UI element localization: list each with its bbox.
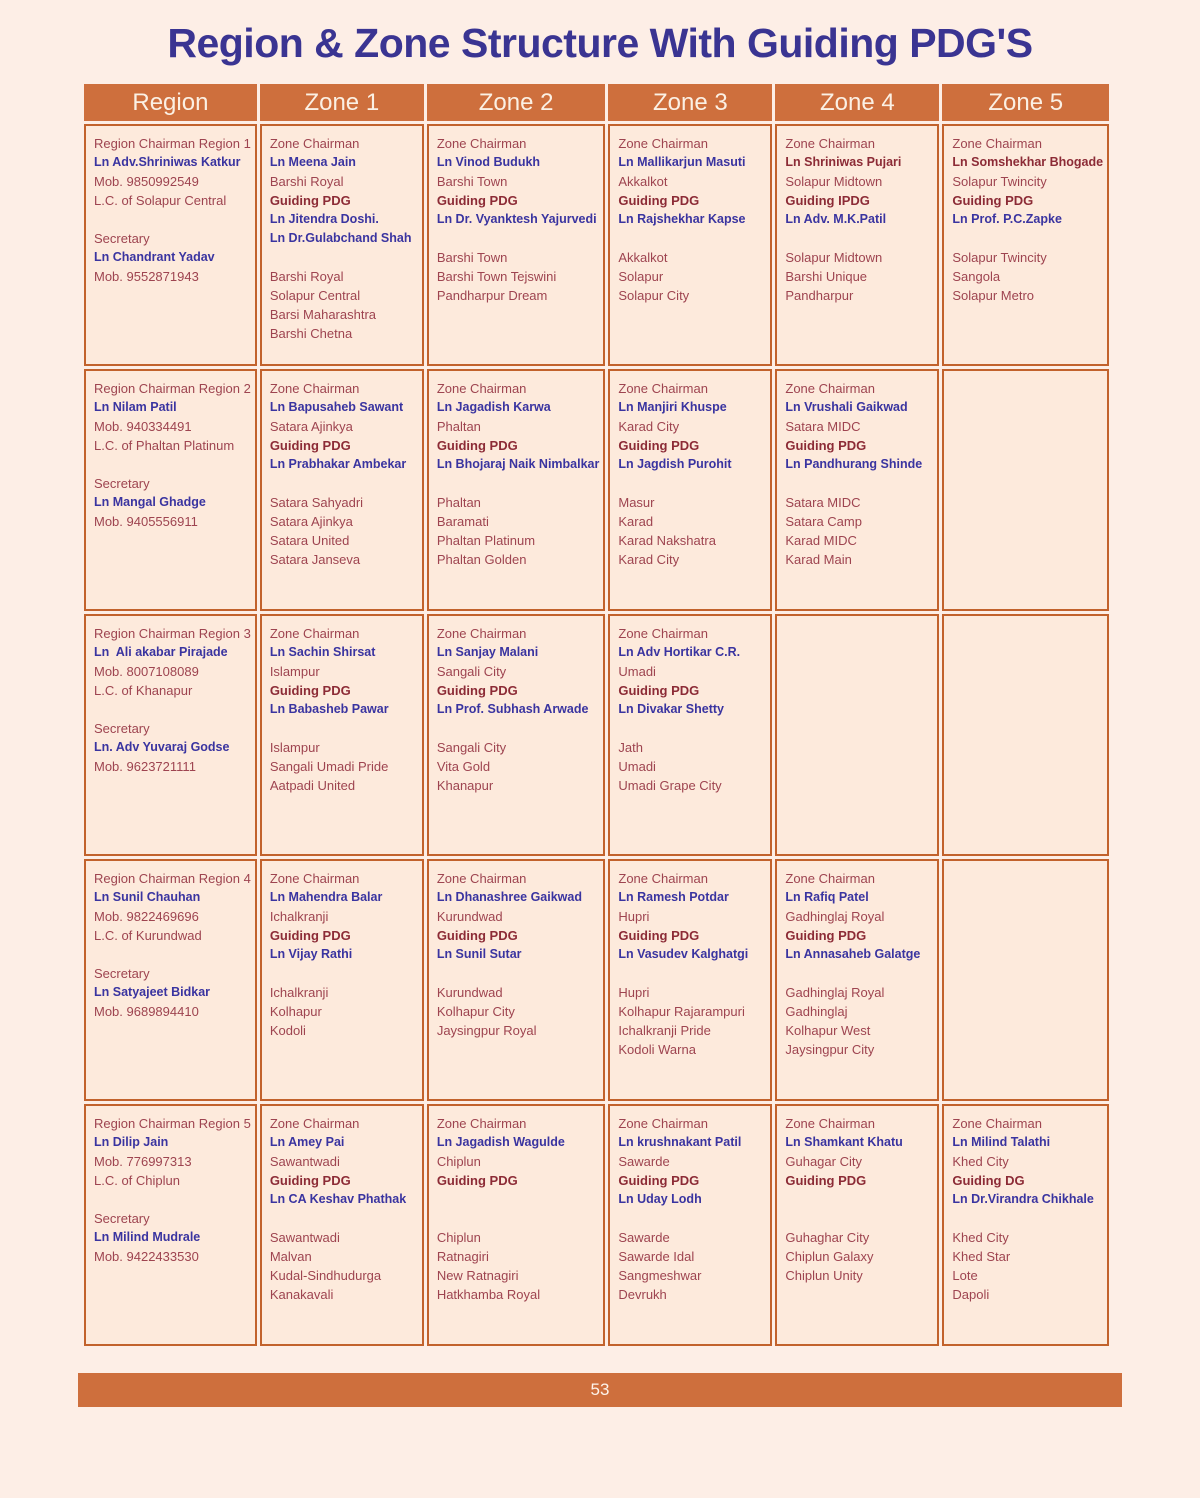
region-cell	[84, 859, 257, 1101]
cell-line: Sawarde	[618, 1154, 670, 1169]
cell-line: Ln CA Keshav Phathak	[269, 1192, 407, 1206]
cell-line: Gadhinglaj Royal	[785, 985, 885, 1000]
zone-cell	[775, 859, 939, 1101]
region-row-4	[84, 859, 1109, 1101]
cell-line: Ln Divakar Shetty	[618, 702, 724, 716]
cell-line: Kudal-Sindhudurga	[269, 1268, 382, 1283]
blank-line	[785, 964, 933, 983]
cell-line: Ln Adv. M.K.Patil	[785, 212, 887, 226]
cell-line: Akkalkot	[618, 174, 668, 189]
cell-line: Zone Chairman	[618, 626, 708, 641]
region-cell	[84, 124, 257, 366]
cell-line: Ln Shamkant Khatu	[785, 1135, 903, 1149]
cell-line: Kurundwad	[436, 985, 503, 1000]
cell-line: Barshi Town	[436, 250, 508, 265]
cell-line: Ln Bhojaraj Naik Nimbalkar	[436, 457, 600, 471]
blank-line	[437, 964, 600, 983]
cell-line: Zone Chairman	[269, 136, 360, 151]
zone-cell	[942, 1104, 1109, 1346]
cell-line: Sangali City	[436, 664, 507, 679]
blank-line	[437, 719, 600, 738]
cell-line: Mob. 9422433530	[94, 1249, 199, 1264]
cell-line: Kodoli Warna	[618, 1042, 696, 1057]
zone-cell	[775, 1104, 939, 1346]
cell-line: Ln Jagadish Wagulde	[436, 1135, 565, 1149]
blank-line	[618, 719, 766, 738]
blank-line	[94, 700, 251, 719]
blank-line	[437, 229, 600, 248]
cell-line: Ln Uday Lodh	[618, 1192, 702, 1206]
region-zone-table-wrap	[81, 81, 1200, 1349]
cell-line: Sawarde	[618, 1230, 670, 1245]
cell-line: Ln Adv.Shriniwas Katkur	[94, 155, 241, 169]
cell-line: Ln Prof. Subhash Arwade	[436, 702, 589, 716]
cell-line: Akkalkot	[618, 250, 668, 265]
blank-line	[437, 1209, 600, 1228]
cell-line: Barshi Town	[436, 174, 508, 189]
cell-line: Ln Annasaheb Galatge	[785, 947, 921, 961]
cell-line: Mob. 9822469696	[94, 909, 199, 924]
cell-line: Kurundwad	[436, 909, 503, 924]
cell-line: Ln Dilip Jain	[94, 1135, 169, 1149]
cell-line: Satara Janseva	[269, 552, 361, 567]
cell-line: Solapur Central	[269, 288, 361, 303]
column-header-zone-5: Zone 5	[942, 84, 1109, 121]
zone-cell	[427, 859, 606, 1101]
cell-line: Guiding DG	[952, 1173, 1025, 1188]
cell-line: Karad	[618, 514, 654, 529]
blank-line	[785, 1209, 933, 1228]
blank-line	[618, 229, 766, 248]
blank-line	[270, 248, 418, 267]
cell-line: Mob. 9552871943	[94, 269, 199, 284]
cell-line: Ichalkranji	[269, 909, 329, 924]
cell-line: Region Chairman Region 4	[94, 871, 251, 886]
cell-line: Satara MIDC	[785, 419, 861, 434]
cell-line: Jaysingpur Royal	[436, 1023, 537, 1038]
cell-line: Guiding PDG	[269, 683, 351, 698]
cell-line: Solapur Twincity	[952, 250, 1047, 265]
column-header-zone-3: Zone 3	[608, 84, 772, 121]
blank-line	[437, 474, 600, 493]
region-cell	[84, 369, 257, 611]
cell-line: Gadhinglaj	[785, 1004, 848, 1019]
cell-line: Zone Chairman	[618, 136, 708, 151]
cell-line: Ln Vasudev Kalghatgi	[618, 947, 749, 961]
cell-line: Guiding PDG	[436, 683, 518, 698]
cell-line: Guiding PDG	[436, 193, 518, 208]
cell-line: Zone Chairman	[785, 136, 875, 151]
cell-line: Guiding PDG	[785, 438, 867, 453]
cell-line: Satara Camp	[785, 514, 862, 529]
blank-line	[94, 455, 251, 474]
blank-line	[94, 945, 251, 964]
cell-line: Ln Ramesh Potdar	[618, 890, 729, 904]
zone-cell	[608, 614, 772, 856]
blank-line	[785, 229, 933, 248]
cell-line: Guiding PDG	[269, 928, 351, 943]
cell-line: Umadi Grape City	[618, 778, 722, 793]
cell-line: Ln Jagadish Karwa	[436, 400, 551, 414]
cell-line: Kolhapur Rajarampuri	[618, 1004, 745, 1019]
cell-line: Guiding PDG	[785, 1173, 867, 1188]
cell-line: Guiding PDG	[618, 683, 700, 698]
cell-line: Satara Ajinkya	[269, 419, 353, 434]
zone-cell	[608, 1104, 772, 1346]
cell-line: Sangali Umadi Pride	[269, 759, 389, 774]
cell-line: Chiplun Galaxy	[785, 1249, 874, 1264]
region-row-2	[84, 369, 1109, 611]
cell-line: Ln Dr.Gulabchand Shah	[269, 231, 412, 245]
cell-line: Ln Dr. Vyanktesh Yajurvedi	[436, 212, 597, 226]
cell-line: Kodoli	[269, 1023, 306, 1038]
zone-cell	[942, 369, 1109, 611]
cell-line: Karad City	[618, 552, 680, 567]
cell-line: Ln Jitendra Doshi.	[269, 212, 379, 226]
cell-line: Guiding PDG	[269, 1173, 351, 1188]
cell-line: Pandharpur Dream	[436, 288, 548, 303]
zone-cell	[608, 369, 772, 611]
cell-line: Ln Mangal Ghadge	[94, 495, 206, 509]
cell-line: Ln Manjiri Khuspe	[618, 400, 727, 414]
footer-bar	[78, 1373, 1122, 1407]
cell-line: Guiding PDG	[785, 928, 867, 943]
cell-line: Solapur	[618, 269, 664, 284]
cell-line: Ln Meena Jain	[269, 155, 356, 169]
cell-line: Satara United	[269, 533, 350, 548]
cell-line: Zone Chairman	[618, 871, 708, 886]
cell-line: Zone Chairman	[269, 1116, 360, 1131]
cell-line: Zone Chairman	[436, 381, 527, 396]
region-row-5	[84, 1104, 1109, 1346]
cell-line: Barshi Chetna	[269, 326, 353, 341]
blank-line	[94, 1190, 251, 1209]
cell-line: Secretary	[94, 721, 150, 736]
blank-line	[785, 1190, 933, 1209]
cell-line: Khed City	[952, 1230, 1009, 1245]
cell-line: Karad Nakshatra	[618, 533, 716, 548]
cell-line: Phaltan Platinum	[436, 533, 536, 548]
cell-line: Ln Milind Mudrale	[94, 1230, 201, 1244]
cell-line: Ln Prabhakar Ambekar	[269, 457, 407, 471]
zone-cell	[775, 614, 939, 856]
cell-line: Sangmeshwar	[618, 1268, 702, 1283]
cell-line: L.C. of Solapur Central	[94, 193, 227, 208]
cell-line: Solapur Midtown	[785, 174, 883, 189]
header-row	[84, 84, 1109, 121]
column-header-zone-4: Zone 4	[775, 84, 939, 121]
cell-line: Hatkhamba Royal	[436, 1287, 541, 1302]
cell-line: Ln Vinod Budukh	[436, 155, 541, 169]
cell-line: Zone Chairman	[618, 1116, 708, 1131]
cell-line: Solapur Midtown	[785, 250, 883, 265]
cell-line: Lote	[952, 1268, 978, 1283]
cell-line: Guiding PDG	[618, 193, 700, 208]
cell-line: Ln Rafiq Patel	[785, 890, 869, 904]
zone-cell	[942, 859, 1109, 1101]
cell-line: Malvan	[269, 1249, 312, 1264]
cell-line: Ln Babasheb Pawar	[269, 702, 389, 716]
cell-line: Barshi Unique	[785, 269, 868, 284]
cell-line: Guhaghar City	[785, 1230, 870, 1245]
cell-line: Zone Chairman	[952, 136, 1042, 151]
zone-cell	[427, 369, 606, 611]
cell-line: Ln Dhanashree Gaikwad	[436, 890, 582, 904]
cell-line: Zone Chairman	[952, 1116, 1042, 1131]
cell-line: Phaltan	[436, 495, 481, 510]
cell-line: Karad City	[618, 419, 680, 434]
cell-line: Umadi	[618, 664, 656, 679]
cell-line: Mob. 940334491	[94, 419, 192, 434]
blank-line	[94, 210, 251, 229]
cell-line: Zone Chairman	[785, 871, 875, 886]
cell-line: Solapur Twincity	[952, 174, 1047, 189]
blank-line	[270, 474, 418, 493]
region-row-3	[84, 614, 1109, 856]
blank-line	[952, 229, 1103, 248]
cell-line: Barshi Royal	[269, 174, 344, 189]
zone-cell	[775, 369, 939, 611]
cell-line: Zone Chairman	[269, 381, 360, 396]
cell-line: Ichalkranji	[269, 985, 329, 1000]
cell-line: Kolhapur West	[785, 1023, 871, 1038]
cell-line: Ln. Adv Yuvaraj Godse	[94, 740, 230, 754]
cell-line: Phaltan	[436, 419, 481, 434]
cell-line: Ln Bapusaheb Sawant	[269, 400, 404, 414]
cell-line: Guhagar City	[785, 1154, 862, 1169]
cell-line: Ln Somshekhar Bhogade	[952, 155, 1104, 169]
cell-line: Ln Shriniwas Pujari	[785, 155, 902, 169]
cell-line: Ln Sachin Shirsat	[269, 645, 376, 659]
blank-line	[618, 474, 766, 493]
cell-line: Ln Nilam Patil	[94, 400, 177, 414]
blank-line	[270, 719, 418, 738]
cell-line: Zone Chairman	[436, 136, 527, 151]
cell-line: Ln Sanjay Malani	[436, 645, 539, 659]
page-number: 53	[590, 1380, 610, 1399]
cell-line: Masur	[618, 495, 655, 510]
cell-line: Region Chairman Region 3	[94, 626, 251, 641]
cell-line: Mob. 9405556911	[94, 514, 198, 529]
cell-line: Satara Sahyadri	[269, 495, 364, 510]
zone-cell	[260, 369, 424, 611]
cell-line: Ln Prof. P.C.Zapke	[952, 212, 1062, 226]
cell-line: Kolhapur	[269, 1004, 322, 1019]
cell-line: Ln Vijay Rathi	[269, 947, 353, 961]
cell-line: Guiding PDG	[618, 438, 700, 453]
cell-line: Ln Chandrant Yadav	[94, 250, 215, 264]
cell-line: Zone Chairman	[269, 626, 360, 641]
cell-line: Pandharpur	[785, 288, 854, 303]
cell-line: Ln Satyajeet Bidkar	[94, 985, 211, 999]
cell-line: Jaysingpur City	[785, 1042, 875, 1057]
cell-line: Guiding PDG	[436, 1173, 518, 1188]
blank-line	[437, 1190, 600, 1209]
cell-line: Solapur Metro	[952, 288, 1035, 303]
cell-line: Jath	[618, 740, 643, 755]
cell-line: Chiplun	[436, 1154, 481, 1169]
cell-line: Ln Ali akabar Pirajade	[94, 645, 228, 659]
cell-line: Zone Chairman	[785, 381, 875, 396]
cell-line: Satara Ajinkya	[269, 514, 353, 529]
cell-line: Solapur City	[618, 288, 690, 303]
cell-line: Secretary	[94, 966, 150, 981]
cell-line: Zone Chairman	[785, 1116, 875, 1131]
cell-line: Zone Chairman	[269, 871, 360, 886]
cell-line: Secretary	[94, 476, 150, 491]
cell-line: Gadhinglaj Royal	[785, 909, 885, 924]
cell-line: Sangali City	[436, 740, 507, 755]
cell-line: New Ratnagiri	[436, 1268, 519, 1283]
cell-line: Zone Chairman	[436, 871, 527, 886]
cell-line: Ln Milind Talathi	[952, 1135, 1051, 1149]
zone-cell	[608, 124, 772, 366]
zone-cell	[427, 1104, 606, 1346]
cell-line: Mob. 9689894410	[94, 1004, 199, 1019]
cell-line: Chiplun	[436, 1230, 481, 1245]
cell-line: Sawantwadi	[269, 1230, 340, 1245]
cell-line: Region Chairman Region 2	[94, 381, 251, 396]
cell-line: L.C. of Phaltan Platinum	[94, 438, 235, 453]
zone-cell	[260, 1104, 424, 1346]
region-row-1	[84, 124, 1109, 366]
blank-line	[952, 1209, 1103, 1228]
cell-line: Region Chairman Region 5	[94, 1116, 251, 1131]
cell-line: Baramati	[436, 514, 489, 529]
cell-line: L.C. of Khanapur	[94, 683, 193, 698]
zone-cell	[260, 124, 424, 366]
cell-line: Guiding PDG	[618, 1173, 700, 1188]
cell-line: Guiding PDG	[436, 438, 518, 453]
cell-line: Ln Amey Pai	[269, 1135, 345, 1149]
blank-line	[270, 964, 418, 983]
cell-line: Devrukh	[618, 1287, 667, 1302]
cell-line: Chiplun Unity	[785, 1268, 863, 1283]
cell-line: Ratnagiri	[436, 1249, 489, 1264]
zone-cell	[608, 859, 772, 1101]
cell-line: Region Chairman Region 1	[94, 136, 251, 151]
table-body	[84, 124, 1109, 1346]
cell-line: L.C. of Chiplun	[94, 1173, 180, 1188]
region-zone-table	[81, 81, 1112, 1349]
zone-cell	[427, 124, 606, 366]
cell-line: Kanakavali	[269, 1287, 334, 1302]
cell-line: Mob. 9623721111	[94, 759, 196, 774]
cell-line: L.C. of Kurundwad	[94, 928, 202, 943]
cell-line: Barshi Town Tejswini	[436, 269, 557, 284]
zone-cell	[260, 614, 424, 856]
cell-line: Ln Sunil Chauhan	[94, 890, 201, 904]
blank-line	[785, 474, 933, 493]
cell-line: Ichalkranji Pride	[618, 1023, 711, 1038]
cell-line: Guiding PDG	[269, 193, 351, 208]
cell-line: Barshi Royal	[269, 269, 344, 284]
column-header-zone-1: Zone 1	[260, 84, 424, 121]
cell-line: Secretary	[94, 1211, 150, 1226]
cell-line: Zone Chairman	[618, 381, 708, 396]
cell-line: Ln Vrushali Gaikwad	[785, 400, 908, 414]
cell-line: Ln Pandhurang Shinde	[785, 457, 923, 471]
cell-line: Mob. 776997313	[94, 1154, 192, 1169]
blank-line	[270, 1209, 418, 1228]
cell-line: Ln Sunil Sutar	[436, 947, 522, 961]
cell-line: Guiding PDG	[952, 193, 1034, 208]
region-cell	[84, 614, 257, 856]
cell-line: Sawantwadi	[269, 1154, 340, 1169]
zone-cell	[260, 859, 424, 1101]
cell-line: Satara MIDC	[785, 495, 861, 510]
cell-line: Aatpadi United	[269, 778, 356, 793]
cell-line: Hupri	[618, 985, 650, 1000]
cell-line: Ln Mallikarjun Masuti	[618, 155, 746, 169]
cell-line: Zone Chairman	[436, 1116, 527, 1131]
column-header-region: Region	[84, 84, 257, 121]
cell-line: Mob. 9850992549	[94, 174, 199, 189]
cell-line: Guiding PDG	[436, 928, 518, 943]
cell-line: Guiding PDG	[269, 438, 351, 453]
column-header-zone-2: Zone 2	[427, 84, 606, 121]
cell-line: Umadi	[618, 759, 656, 774]
page-title: Region & Zone Structure With Guiding PDG'S	[167, 20, 1033, 66]
cell-line: Hupri	[618, 909, 650, 924]
cell-line: Ln Jagdish Purohit	[618, 457, 732, 471]
cell-line: Dapoli	[952, 1287, 990, 1302]
cell-line: Sangola	[952, 269, 1001, 284]
zone-cell	[427, 614, 606, 856]
cell-line: Ln Rajshekhar Kapse	[618, 212, 746, 226]
cell-line: Sawarde Idal	[618, 1249, 695, 1264]
cell-line: Ln krushnakant Patil	[618, 1135, 742, 1149]
cell-line: Guiding PDG	[618, 928, 700, 943]
cell-line: Barsi Maharashtra	[269, 307, 377, 322]
cell-line: Zone Chairman	[436, 626, 527, 641]
cell-line: Khed City	[952, 1154, 1009, 1169]
blank-line	[618, 964, 766, 983]
zone-cell	[775, 124, 939, 366]
cell-line: Khed Star	[952, 1249, 1011, 1264]
cell-line: Khanapur	[436, 778, 494, 793]
cell-line: Kolhapur City	[436, 1004, 515, 1019]
zone-cell	[942, 124, 1109, 366]
cell-line: Islampur	[269, 664, 320, 679]
cell-line: Vita Gold	[436, 759, 491, 774]
cell-line: Phaltan Golden	[436, 552, 527, 567]
cell-line: Ln Dr.Virandra Chikhale	[952, 1192, 1094, 1206]
zone-cell	[942, 614, 1109, 856]
cell-line: Guiding IPDG	[785, 193, 870, 208]
cell-line: Karad MIDC	[785, 533, 857, 548]
cell-line: Ln Adv Hortikar C.R.	[618, 645, 741, 659]
cell-line: Secretary	[94, 231, 150, 246]
cell-line: Ln Mahendra Balar	[269, 890, 383, 904]
cell-line: Mob. 8007108089	[94, 664, 199, 679]
region-cell	[84, 1104, 257, 1346]
cell-line: Islampur	[269, 740, 320, 755]
blank-line	[618, 1209, 766, 1228]
cell-line: Karad Main	[785, 552, 852, 567]
